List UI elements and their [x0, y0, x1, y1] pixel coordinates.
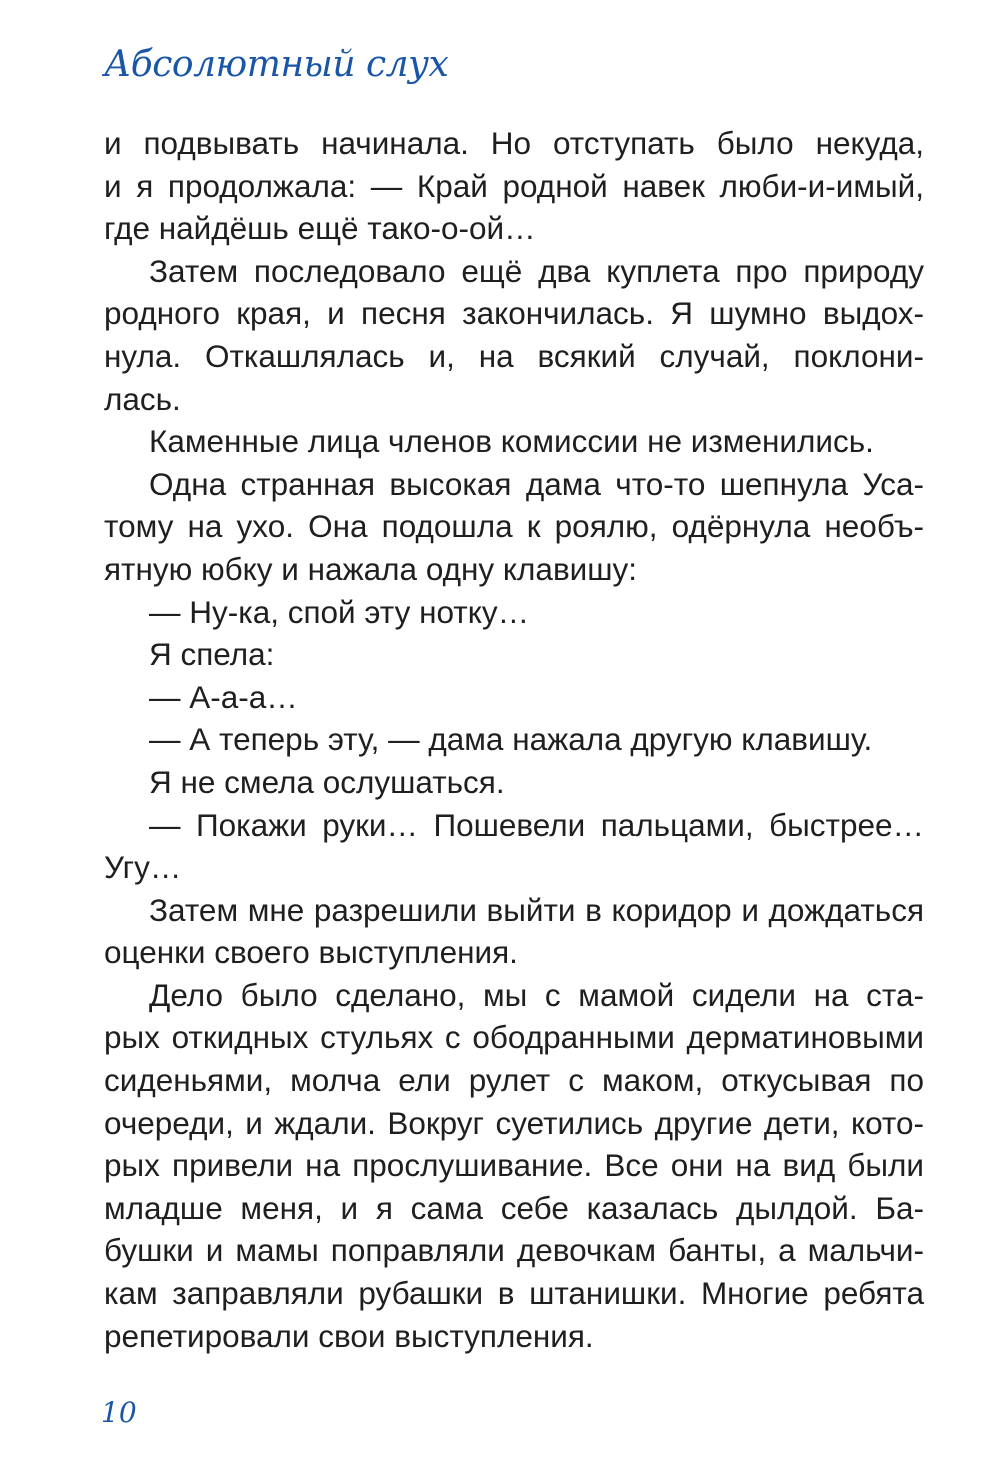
paragraph-11 [104, 889, 924, 974]
text-line: и подвывать начинала. Но отступать было некуда, [104, 125, 924, 161]
text-line: — А теперь эту, — дама нажала другую клавишу. [149, 721, 873, 758]
text-line: Одна странная высокая дама что-то шепнула Уса- [149, 465, 924, 502]
text-line: — Ну-ка, спой эту нотку… [149, 593, 530, 630]
text-line: Дело было сделано, мы с мамой сидели на ста- [149, 976, 924, 1013]
text-line: и я продолжала: — Край родной навек люби-и-имый, [104, 167, 924, 204]
text-line: рых откидных стульях с ободранными дерматиновыми [104, 1019, 924, 1056]
text-line: кам заправляли рубашки в штанишки. Многие ребята [104, 1275, 924, 1312]
text-line: очереди, и ждали. Вокруг суетились другие дети, кото- [104, 1104, 924, 1141]
paragraph-7 [104, 676, 924, 719]
text-line: Затем последовало ещё два куплета про природу [149, 252, 924, 289]
paragraph-8 [104, 718, 924, 761]
text-line: лась. [104, 380, 181, 417]
paragraph-5 [104, 591, 924, 634]
text-line: тому на ухо. Она подошла к роялю, одёрнула необъ- [104, 508, 924, 545]
running-title: Абсолютный слух [104, 44, 449, 85]
text-line: Затем мне разрешили выйти в коридор и дождаться [149, 891, 924, 928]
paragraph-4 [104, 463, 924, 591]
paragraph-1 [104, 122, 924, 250]
text-line: Угу… [104, 849, 182, 886]
text-line: рых привели на прослушивание. Все они на вид были [104, 1147, 924, 1184]
text-line: — А-а-а… [149, 678, 298, 715]
paragraph-6 [104, 633, 924, 676]
text-line: сиденьями, молча ели рулет с маком, откусывая по [104, 1062, 924, 1099]
paragraph-12 [104, 974, 924, 1357]
text-line: репетировали свои выступления. [104, 1317, 594, 1354]
text-line: младше меня, и я сама себе казалась дылдой. Ба- [104, 1189, 924, 1226]
paragraph-2 [104, 250, 924, 420]
text-line: Каменные лица членов комиссии не изменились. [149, 423, 874, 460]
page-number: 10 [101, 1396, 137, 1429]
text-line: бушки и мамы поправляли девочкам банты, а мальчи- [104, 1232, 924, 1269]
paragraph-3 [104, 420, 924, 463]
text-line: нула. Откашлялась и, на всякий случай, поклони- [104, 337, 924, 374]
text-line: где найдёшь ещё тако-о-ой… [104, 210, 536, 247]
paragraph-10 [104, 804, 924, 889]
text-line: ятную юбку и нажала одну клавишу: [104, 550, 638, 587]
body-text [104, 122, 924, 1357]
text-line: Я не смела ослушаться. [149, 763, 505, 800]
text-line: — Покажи руки… Пошевели пальцами, быстрее… [149, 806, 924, 843]
text-line: родного края, и песня закончилась. Я шумно выдох- [104, 295, 924, 332]
text-line: Я спела: [149, 636, 275, 673]
paragraph-9 [104, 761, 924, 804]
text-line: оценки своего выступления. [104, 934, 518, 971]
